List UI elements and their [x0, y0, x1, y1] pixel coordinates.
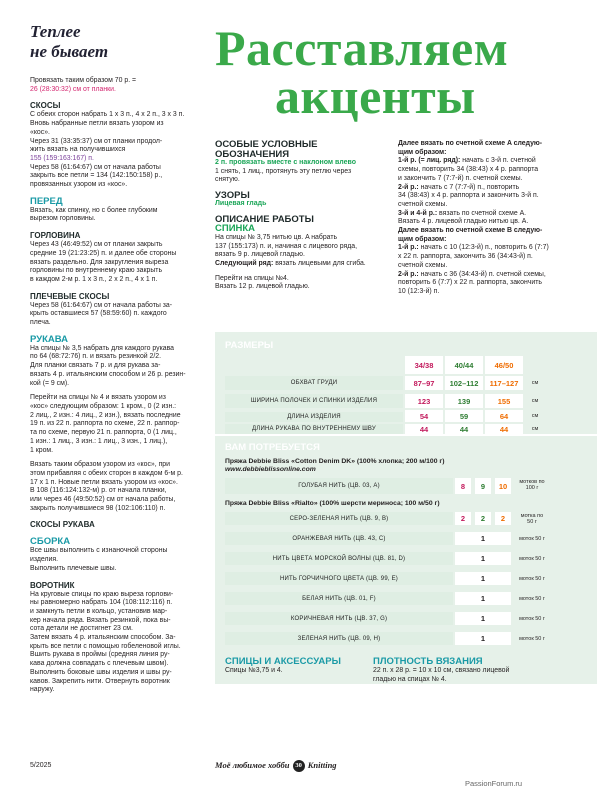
yarn-qty: 9 — [475, 478, 491, 494]
text-line: кава должна совпадать с плечевым швом). — [30, 660, 169, 668]
text-line: 10 (12:3-й) п. — [398, 287, 440, 295]
text-line: 155 (159:163:167) п. — [30, 154, 94, 162]
text-line: по 64 (68:72:76) п. и вязать резинкой 2/2. — [30, 353, 162, 361]
side-title-line1: Теплее — [30, 22, 81, 41]
bold-run: 2-й р.: — [398, 183, 419, 191]
text-line — [398, 157, 578, 166]
subheading: 2 п. провязать вместе с наклоном влево — [215, 159, 356, 166]
text-line: 17 х 1 п. Новые петли вязать узором из «кос». — [30, 478, 178, 486]
size-value: 139 — [445, 394, 483, 408]
text-line: 1 кром. — [30, 446, 54, 454]
text-line: и закончить 7 (7:7-й) п. счетной схемы. — [398, 174, 523, 182]
text-line: кой (= 9 см). — [30, 379, 70, 387]
text-line: Все швы выполнить с изнаночной стороны — [30, 547, 168, 555]
text-line: наружу. — [30, 686, 55, 694]
text-line: ны равномерно набрать 104 (108:112:116) п. — [30, 599, 173, 607]
text-line: щим образом: — [398, 235, 447, 243]
text-line: снятую. — [215, 176, 240, 184]
yarn1-title: Пряжа Debbie Bliss «Cotton Denim DK» (100% хлопка; 200 м/100 г) — [225, 458, 445, 465]
yarn-qty: 1 — [455, 572, 511, 585]
text-line: Вязать 12 р. лицевой гладью. — [215, 283, 310, 291]
yarn-row-label: ОРАНЖЕВАЯ НИТЬ (ЦВ. 43, C) — [225, 532, 453, 545]
text-line: «кос». — [30, 128, 50, 136]
bold-run: 1-й р.: — [398, 244, 419, 252]
yarn-qty: 10 — [495, 478, 511, 494]
text-line: средние 19 (21:23:25) п. и далее обе стороны — [30, 249, 177, 257]
text-line: В 108 (116:124:132-м) р. от начала планки, — [30, 487, 167, 495]
size-row-label: ДЛИНА ИЗДЕЛИЯ — [225, 412, 403, 422]
size-row-label: ОБХВАТ ГРУДИ — [225, 376, 403, 390]
text-line: На спицы № 3,5 набрать для каждого рукава — [30, 344, 174, 352]
size-header: 40/44 — [445, 356, 483, 374]
text-line: Провязать таким образом 70 р. = — [30, 77, 137, 84]
yarn-row-label: БЕЛАЯ НИТЬ (ЦВ. 01, F) — [225, 592, 453, 605]
section-heading: ПЛЕЧЕВЫЕ СКОСЫ — [30, 291, 110, 301]
yarn-qty: 1 — [455, 612, 511, 625]
section-heading: СБОРКА — [30, 536, 71, 548]
text-line: вязать 4 р. итальянским способом и 26 р. резин- — [30, 370, 186, 378]
text-line: 1 изн.: 1 лиц., 3 изн.: 1 лиц., 3 изн., 1 лиц.), — [30, 437, 168, 445]
text-line: Вязать таким образом узором из «кос», при — [30, 461, 170, 469]
size-unit: см — [531, 413, 539, 419]
yarn-row-label: КОРИЧНЕВАЯ НИТЬ (ЦВ. 37, G) — [225, 612, 453, 625]
yarn-unit: моток 50 г — [519, 555, 545, 562]
bold-run: 1-й р. (= лиц. ряд): — [398, 157, 461, 165]
size-header: 34/38 — [405, 356, 443, 374]
bold-run: Следующий ряд: — [215, 260, 274, 268]
size-value: 123 — [405, 394, 443, 408]
text-line — [398, 271, 578, 280]
text-line: вязать 9 р. лицевой гладью. — [215, 251, 305, 259]
needles-section — [225, 656, 385, 676]
section-heading: СКОСЫ — [30, 101, 61, 111]
text-line: плеча. — [30, 319, 51, 327]
text-line: 19 п. из 22 п. раппорта по схеме, 22 п. раппор- — [30, 420, 180, 428]
text-line: горловины по внутреннему краю закрыть — [30, 267, 163, 275]
section-heading: РУКАВА — [30, 333, 69, 345]
size-unit: см — [531, 398, 539, 404]
magazine-section: Knitting — [307, 760, 337, 770]
text-line: х 22 п. раппорта, закончить 36 (34:43-й) п. — [398, 253, 533, 261]
size-value: 59 — [445, 410, 483, 422]
text-line: Через 58 (61:64:67) см от начала работы за- — [30, 301, 173, 309]
size-value: 155 — [485, 394, 523, 408]
section-heading: ПЛОТНОСТЬ ВЯЗАНИЯ — [373, 656, 483, 667]
text-line: Вязать, как спинку, но с более глубоким — [30, 206, 158, 214]
yarn-unit: моток 50 г — [519, 615, 545, 622]
text-line: вязать раздельно. Для закругления выреза — [30, 258, 169, 266]
size-value: 87–97 — [405, 376, 443, 390]
section-heading: ОПИСАНИЕ РАБОТЫ — [215, 213, 314, 225]
yarn-qty: 2 — [455, 512, 471, 525]
materials-title: ВАМ ПОТРЕБУЕТСЯ — [225, 442, 320, 453]
issue-date: 5/2025 — [30, 762, 52, 769]
text-line: счетной схемы. — [398, 200, 448, 208]
text-line: Спицы №3,75 и 4. — [225, 667, 283, 674]
text-line: Через 31 (33:35:37) см от планки продол- — [30, 137, 163, 145]
main-title-line1: Расставляем — [215, 20, 509, 76]
yarn-unit: моток 50 г — [519, 575, 545, 582]
text-line: повторить 6 (7:7) х 22 п. раппорта, закончить — [398, 279, 542, 287]
section-heading: СПИНКА — [215, 223, 256, 235]
text-line: Через 58 (61:64:67) см от начала работы — [30, 163, 161, 171]
text-line: Перейти на спицы №4. — [215, 274, 289, 282]
size-row-label: ШИРИНА ПОЛОЧЕК И СПИНКИ ИЗДЕЛИЯ — [225, 394, 403, 408]
yarn-row-label: НИТЬ ГОРЧИЧНОГО ЦВЕТА (ЦВ. 99, E) — [225, 572, 453, 585]
text-line: или через 46 (49:50:52) см от начала работы, — [30, 496, 176, 504]
text-line: Вновь набранные петли вязать узором из — [30, 120, 164, 128]
main-title-line2: акценты — [275, 68, 476, 124]
size-value: 44 — [405, 424, 443, 434]
text-line: провязанных узором из «кос». — [30, 181, 128, 189]
yarn-qty: 1 — [455, 552, 511, 565]
section-heading: ОБОЗНАЧЕНИЯ — [215, 148, 290, 160]
text-line: жить вязать на получившихся — [30, 146, 126, 154]
size-unit: см — [531, 380, 539, 386]
subheading: Лицевая гладь — [215, 200, 267, 208]
yarn-unit: моток 50 г — [519, 535, 545, 542]
size-value: 102–112 — [445, 376, 483, 390]
size-value: 117–127 — [485, 376, 523, 390]
yarn-row-label: ГОЛУБАЯ НИТЬ (ЦВ. 03, A) — [225, 478, 453, 494]
text-line: крыть все петли с помощью гобеленовой иглы. — [30, 642, 181, 650]
section-heading: УЗОРЫ — [215, 189, 250, 201]
yarn-qty: 2 — [495, 512, 511, 525]
text-line: 34 (38:43) х 4 р. раппорта и закончить 3-й п. — [398, 192, 539, 200]
text-line: С обеих сторон набрать 1 х 3 п., 4 х 2 п., 3 х 3 п. — [30, 111, 185, 119]
materials-table — [215, 436, 597, 684]
text-run: начать с 10 (12:3-й) п., повторить 6 (7:7) — [418, 244, 549, 252]
size-unit: см — [531, 426, 539, 432]
middle-column — [215, 140, 395, 292]
text-line: 2 лиц., 2 изн.: 4 лиц., 2 изн.), вязать последние — [30, 411, 181, 419]
yarn-unit: мотка по 50 г — [520, 512, 544, 525]
text-line: 22 п. х 28 р. = 10 х 10 см, связано лицевой — [373, 667, 510, 674]
side-title — [30, 22, 180, 62]
text-line: Вшить рукава в проймы (средняя линия ру- — [30, 651, 170, 659]
text-line — [398, 184, 578, 193]
text-run: начать с 3-й п. счетной — [460, 157, 536, 165]
text-line: закрыть получившиеся 98 (102:106:110) п. — [30, 504, 166, 512]
gauge-section — [373, 656, 563, 684]
text-line: 1 снять, 1 лиц., протянуть эту петлю через — [215, 167, 352, 175]
text-line: Далее вязать по счетной схеме B следую- — [398, 227, 543, 235]
text-run: вязать по счетной схеме A. — [437, 209, 527, 217]
text-line: Через 43 (46:49:52) см от планки закрыть — [30, 241, 163, 249]
text-line: крыть оставшиеся 57 (58:59:60) п. каждого — [30, 310, 167, 318]
text-line — [215, 260, 395, 269]
text-line: в каждом 2-м р. 1 х 3 п., 2 х 2 п., 4 х 1 п. — [30, 275, 158, 283]
main-title — [215, 20, 595, 124]
section-heading: СПИЦЫ И АКСЕССУАРЫ — [225, 656, 341, 667]
text-line: «кос» следующим образом: 1 кром., 0 (2 изн.: — [30, 402, 177, 410]
text-line: сота детали не достигнет 23 см. — [30, 625, 133, 633]
left-column — [30, 77, 212, 695]
text-line: Выполнить боковые швы изделия и швы ру- — [30, 668, 172, 676]
section-heading: ГОРЛОВИНА — [30, 231, 81, 241]
size-row-label: ДЛИНА РУКАВА ПО ВНУТРЕННЕМУ ШВУ — [225, 424, 403, 434]
text-line: вырезом горловины. — [30, 215, 96, 223]
size-value: 64 — [485, 410, 523, 422]
yarn-qty: 1 — [455, 532, 511, 545]
yarn-row-label: СЕРО-ЗЕЛЕНАЯ НИТЬ (ЦВ. 9, B) — [225, 512, 453, 525]
text-line: 137 (155:173) п. и, начиная с лицевого ряда, — [215, 242, 357, 250]
size-value: 44 — [445, 424, 483, 434]
text-line: этом прибавляя с обеих сторон в каждом 6-м р. — [30, 469, 183, 477]
text-line: и замкнуть петли в кольцо, установив мар- — [30, 607, 168, 615]
size-value: 54 — [405, 410, 443, 422]
yarn-qty: 1 — [455, 632, 511, 645]
side-title-line2: не бывает — [30, 42, 109, 61]
text-line: На спицы № 3,75 нитью цв. A набрать — [215, 233, 338, 241]
text-line: кер начала ряда. Вязать резинкой, пока вы- — [30, 616, 171, 624]
text-line: Затем вязать 4 р. итальянским способом. За- — [30, 634, 176, 642]
text-line: закрыть все петли = 134 (142:150:158) р., — [30, 172, 163, 180]
yarn-row-label: НИТЬ ЦВЕТА МОРСКОЙ ВОЛНЫ (ЦВ. 81, D) — [225, 552, 453, 565]
text-run: вязать лицевыми для сгиба. — [273, 260, 366, 268]
yarn-unit: моток 50 г — [519, 595, 545, 602]
yarn-qty: 2 — [475, 512, 491, 525]
text-line: та по схеме, первую 21 п. раппорта, 0 (1 лиц., — [30, 429, 177, 437]
section-heading: ОСОБЫЕ УСЛОВНЫЕ — [215, 139, 318, 150]
text-line: Вязать 4 р. лицевой гладью нитью цв. A. — [398, 218, 529, 226]
sizes-table — [215, 332, 597, 434]
yarn-unit: мотков по 100 г — [519, 479, 545, 491]
text-line: изделия. — [30, 556, 58, 564]
page-number: 30 — [293, 760, 305, 772]
sizes-title: РАЗМЕРЫ — [225, 340, 274, 351]
section-heading: СКОСЫ РУКАВА — [30, 520, 95, 530]
yarn-qty: 8 — [455, 478, 471, 494]
bold-run: 3-й и 4-й р.: — [398, 209, 438, 217]
magazine-name: Моё любимое хобби — [215, 760, 290, 770]
text-line: Для планки связать 7 р. и для рукава за- — [30, 362, 161, 370]
text-line: кавов. Закрепить нити. Отвернуть воротник — [30, 677, 170, 685]
watermark: PassionForum.ru — [465, 779, 523, 788]
section-heading: ПЕРЕД — [30, 195, 63, 207]
text-line: Далее вязать по счетной схеме A следую- — [398, 140, 543, 147]
right-column — [398, 140, 578, 297]
section-heading: ВОРОТНИК — [30, 580, 75, 590]
text-line: Перейти на спицы № 4 и вязать узором из — [30, 394, 166, 402]
text-run: начать с 7 (7:7-й) п., повторить — [418, 183, 520, 191]
size-value: 44 — [485, 424, 523, 434]
text-line: гладью на спицах № 4. — [373, 675, 447, 683]
text-line — [398, 244, 578, 253]
text-line: На круговые спицы по краю выреза горлови- — [30, 590, 174, 598]
text-run: начать с 36 (34:43-й) п. счетной схемы, — [418, 270, 546, 278]
yarn1-site: www.debbieblissonline.com — [225, 466, 316, 473]
text-line: щим образом: — [398, 148, 447, 156]
bold-run: 2-й р.: — [398, 270, 419, 278]
yarn-unit: моток 50 г — [519, 635, 545, 642]
size-header: 46/50 — [485, 356, 523, 374]
yarn-qty: 1 — [455, 592, 511, 605]
text-line: Выполнить плечевые швы. — [30, 564, 117, 572]
magazine-footer — [215, 760, 415, 772]
text-line: счетной схемы. — [398, 261, 448, 269]
yarn-row-label: ЗЕЛЕНАЯ НИТЬ (ЦВ. 09, H) — [225, 632, 453, 645]
yarn2-title: Пряжа Debbie Bliss «Rialto» (100% шерсти мериноса; 100 м/50 г) — [225, 500, 440, 507]
text-line: 26 (28:30:32) см от планки. — [30, 85, 116, 93]
text-line: схемы, повторить 34 (38:43) х 4 р. раппорта — [398, 166, 539, 174]
